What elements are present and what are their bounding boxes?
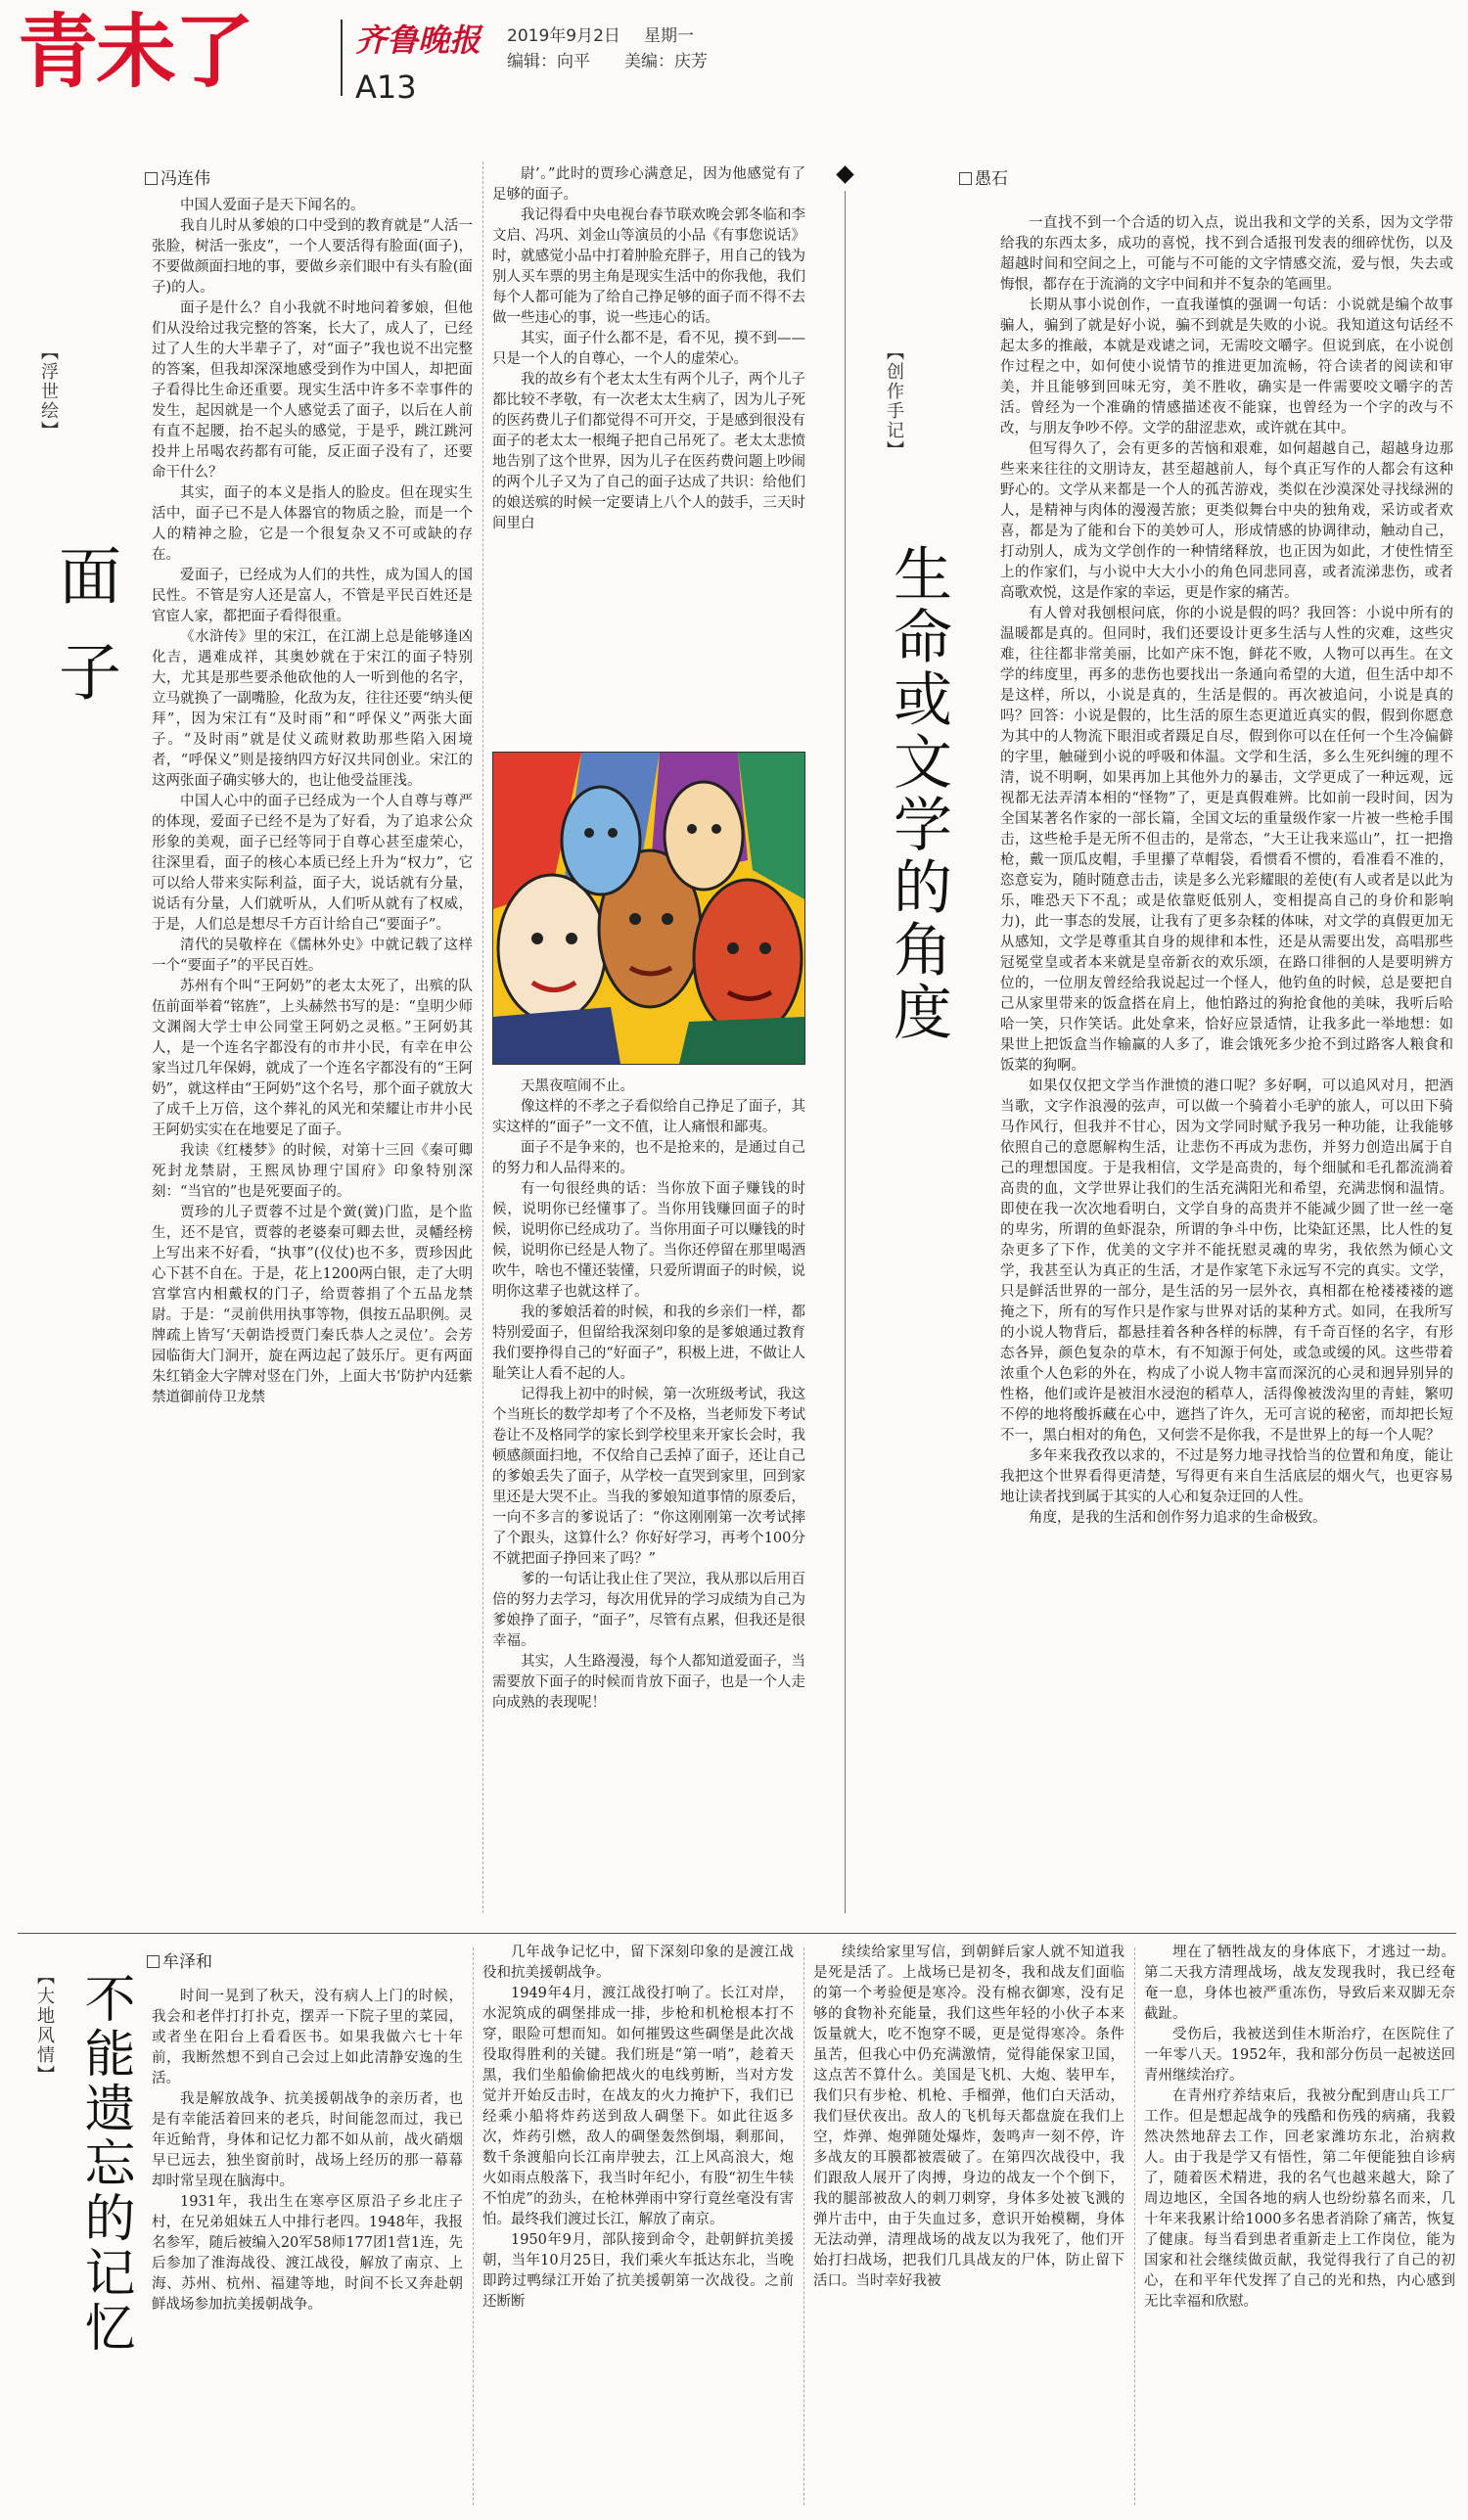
section-tag-dadifengqing: 【大地风情】 bbox=[34, 1967, 55, 2085]
column-divider bbox=[803, 1947, 804, 2505]
faces-illustration-art bbox=[493, 753, 804, 1064]
header-editor: 编辑：向平 bbox=[507, 52, 590, 71]
paragraph: 几年战争记忆中，留下深刻印象的是渡江战役和抗美援朝战争。 bbox=[482, 1945, 794, 1981]
paragraph: 角度，是我的生活和创作努力追求的生命极致。 bbox=[1029, 1510, 1327, 1526]
paragraph: 受伤后，我被送到佳木斯治疗，在医院住了一年零八天。1952年，我和部分伤员一起被送回青州继续治疗。 bbox=[1144, 2027, 1455, 2084]
column-divider bbox=[482, 161, 483, 1913]
paragraph: 如果仅仅把文学当作泄愤的港口呢？多好啊，可以追风对月，把酒当歌，文字作浪漫的弦声，可以做一个骑着小毛驴的旅人，可以田下骑马作风行，但我并不甘心，因为文学同时赋予我另一种功能，让我能够依照自己的意愿解构生活，让悲伤不再成为悲伤，并努力创造出属于自己的理想国度。于是我相信，文学是高贵的，每个细腻和毛孔都流淌着高贵的血，文学世界让我们的生活充满阳光和希望，充满悲悯和温情。即使在我一次次地看明白，文学自身的高贵并不能减少圆了世一丝一毫的卑劣，所谓的鱼虾混杂，所谓的争斗中伤，比染缸还黑，比人性的复杂更多了下作，优美的文字并不能抚慰灵魂的卑劣，我依然为倾心文学，我甚至认为真正的生活，才是作家笔下永远写不完的真实。文学，只是鲜活世界的一部分，是生活的另一层外衣，真相都在枪褛褛褛的遮掩之下，所有的写作只是作家与世界对话的某种方式。如同，在我所写的小说人物背后，都悬挂着各种各样的标牌，有千奇百怪的名字，有形态各异，颜色复杂的草木，有不知源于何处，或急或缓的风。这些带着浓重个人色彩的外在，构成了小说人物丰富而深沉的心灵和迥异别异的性格，他们或许是被泪水浸泡的稻草人，活得像被泼沟里的青蛙，繁叨不停的地将酸拆藏在心中，遮挡了许久，无可言说的秘密，而却把长短不一，黑白相对的角色，又何尝不是你我，不是世界上的每一个人呢？ bbox=[1000, 1078, 1453, 1443]
paragraph: 多年来我孜孜以求的，不过是努力地寻找恰当的位置和角度，能让我把这个世界看得更清楚，写得更有来自生活底层的烟火气，也更容易地让读者找到属于其实的人心和复杂迂回的人性。 bbox=[1000, 1448, 1453, 1505]
author-marker bbox=[145, 172, 158, 185]
paragraph: 有一句很经典的话：当你放下面子赚钱的时候，说明你已经懂事了。当你用钱赚回面子的时候，说明你已经成功了。当你用面子可以赚钱的时候，说明你已经是人物了。当你还停留在那里喝酒吹牛，啥也不懂还装懂，只爱所谓面子的时候，说明你这辈子也就这样了。 bbox=[492, 1181, 805, 1300]
paragraph: 一直找不到一个合适的切入点，说出我和文学的关系，因为文学带给我的东西太多，成功的喜悦，找不到合适报刊发表的细碎忧伤，以及超越时间和空间之上，可能与不可能的文字情感交流，爱与恨，失去或悔恨，都存在于流淌的文字中间和并不复杂的笔画里。 bbox=[1000, 215, 1453, 293]
article2-body bbox=[1000, 213, 1453, 1911]
paragraph: 我自儿时从爹娘的口中受到的教育就是“人活一张脸，树活一张皮”，一个人要活得有脸面(面子)，不要做颜面扫地的事，要做乡亲们眼中有头有脸(面子)的人。 bbox=[152, 218, 473, 296]
paragraph: 尉’。”此时的贾珍心满意足，因为他感觉有了足够的面子。 bbox=[492, 166, 805, 203]
paragraph: 中国人爱面子是天下闻名的。 bbox=[180, 198, 365, 213]
header-weekday: 星期一 bbox=[644, 26, 694, 46]
article3-author bbox=[147, 1947, 212, 1972]
paragraph: 苏州有个叫“王阿奶”的老太太死了，出殡的队伍前面举着“铭旌”，上头赫然书写的是：“皇明少师文渊阁大学士申公同堂王阿奶之灵柩。”王阿奶其人，是一个连名字都没有的市井小民，有幸在申公家当过几年保姆，就成了一个连名字都没有的“王阿奶”，就这样由“王阿奶”这个名号，那个面子就放大了成千上万倍，这个葬礼的风光和荣耀让市井小民王阿奶实实在在地要足了面子。 bbox=[152, 979, 473, 1138]
section-tag-fushihui: 【浮世绘】 bbox=[38, 343, 59, 440]
article1-column1 bbox=[152, 196, 473, 1903]
paragraph: 续续给家里写信，到朝鲜后家人就不知道我是死是活了。上战场已是初冬，我和战友们面临的第一个考验便是寒冷。没有棉衣御寒，没有足够的食物补充能量，我们这些年轻的小伙子本来饭量就大，吃不饱穿不暖，更是觉得寒冷。条件虽苦，但我心中仍充满激情，觉得能保家卫国，这点苦不算什么。美国是飞机、大炮、装甲车，我们只有步枪、机枪、手榴弹，他们白天活动，我们昼伏夜出。敌人的飞机每天都盘旋在我们上空，炸弹、炮弹随处爆炸，轰鸣声一刻不停，许多战友的耳膜都被震破了。在第四次战役中，我们跟敌人展开了肉搏，身边的战友一个个倒下，我的腿部被敌人的刺刀刺穿，身体多处被飞溅的弹片击中，由于失血过多，意识开始模糊，身体无法动弹，清理战场的战友以为我死了，他们开始打扫战场，把我们几具战友的尸体，防止留下活口。当时幸好我被 bbox=[813, 1945, 1124, 2289]
paragraph: 我记得看中央电视台春节联欢晚会郭冬临和李文启、冯巩、刘金山等演员的小品《有事您说话》时，就感觉小品中打着肿脸充胖子，用自己的钱为别人买车票的男主角是现实生活中的你我他，我们每个人都可能为了给自己挣足够的面子而不得不去做一些违心的事，说一些违心的话。 bbox=[492, 207, 805, 326]
paragraph: 但写得久了，会有更多的苦恼和艰难，如何超越自己，超越身边那些来来往往的文朋诗友，甚至超越前人，每个真正写作的人都会有这种野心的。文学从来都是一个人的孤苦游戏，类似在沙漠深处寻找绿洲的人，是精神与肉体的漫漫苦旅；更类似舞台中央的独角戏，采访或者欢喜，都是为了能和台下的美妙可人，形成情感的协调律动，触动自己，打动别人，成为文学创作的一种情绪释放，也正因为如此，才使性情至上的作家们，与小说中大大小小的角色同悲同喜，或者流涕悲伤，或者高歌欢悦，这是作家的幸运，更是作家的痛苦。 bbox=[1000, 441, 1453, 601]
paragraph: 1950年9月，部队接到命令，赴朝鲜抗美援朝，当年10月25日，我们乘火车抵达东北，当晚即跨过鸭绿江开始了抗美援朝第一次战役。之前还断断 bbox=[482, 2232, 794, 2310]
paragraph: 面子是什么？自小我就不时地问着爹娘，但他们从没给过我完整的答案，长大了，成人了，已经过了人生的大半辈子了，对“面子”我也说不出完整的答案，但我却深深地感受到作为中国人，却把面子看得比生命还重要。现实生活中许多不幸事件的发生，起因就是一个人感觉丢了面子，以后在人前有直不起腰，抬不起头的感觉，于是乎，跳江跳河投井上吊喝农药都有可能，反正面子没有了，还要命干什么？ bbox=[152, 300, 473, 481]
diamond-ornament bbox=[836, 165, 853, 183]
paragraph: 《水浒传》里的宋江，在江湖上总是能够逢凶化吉，遇难成祥，其奥妙就在于宋江的面子特别大，尤其是那些要杀他砍他的人一听到他的名字，立马就换了一副嘴脸，化敌为友，往往还要“纳头便拜”，因为宋江有“及时雨”和“呼保义”两张大面子。“及时雨”就是仗义疏财救助那些陷入困境者，“呼保义”则是接纳四方好汉共同创业。宋江的这两张面子确实够大的，也让他受益匪浅。 bbox=[152, 629, 473, 789]
paragraph: 爹的一句话让我止住了哭泣，我从那以后用百倍的努力去学习，每次用优异的学习成绩为自己为爹娘挣了面子，“面子”，尽管有点累，但我还是很幸福。 bbox=[492, 1572, 805, 1649]
article2-author bbox=[959, 164, 1008, 189]
paragraph: 1949年4月，渡江战役打响了。长江对岸，水泥筑成的碉堡排成一排，步枪和机枪根本打不穿，眼险可想而知。如何摧毁这些碉堡是此次战役取得胜利的关键。我们班是“第一哨”，趁着天黑，我们坐船偷偷把战火的电线剪断，当对方发觉并开始反击时，在战友的火力掩护下，我们已经乘小船将炸药送到敌人碉堡下。如此往返多次，炸药引燃，敌人的碉堡轰然倒塌，剩那间，数千条渡船向长江南岸驶去，江上风高浪大，炮火如雨点般落下，我当时年纪小，有股“初生牛犊不怕虎”的劲头，在枪林弹雨中穿行竟丝毫没有害怕。最终我们渡过长江，解放了南京。 bbox=[482, 1986, 794, 2227]
article1-column2-bottom bbox=[492, 1077, 805, 1913]
masthead bbox=[18, 8, 1466, 106]
header-designer: 美编：庆芳 bbox=[624, 52, 708, 71]
paragraph: 清代的吴敬梓在《儒林外史》中就记载了这样一个“要面子”的平民百姓。 bbox=[152, 938, 473, 974]
paper-name-logo: 齐鲁晚报 bbox=[355, 22, 482, 59]
paragraph: 埋在了牺牲战友的身体底下，才逃过一劫。第二天我方清理战场，战友发现我时，我已经奄奄一息，身体也被严重冻伤，导致后来双脚无奈截趾。 bbox=[1144, 1945, 1455, 2022]
header-divider bbox=[341, 20, 343, 96]
paragraph: 像这样的不孝之子看似给自己挣足了面子，其实这样的“面子”一文不值，让人痛恨和鄙夷。 bbox=[492, 1099, 805, 1135]
article3-title: 不能遗忘的记忆 bbox=[75, 1972, 134, 2356]
paragraph: 时间一晃到了秋天，没有病人上门的时候，我会和老伴打打扑克，摆弄一下院子里的菜园，或者坐在阳台上看看医书。如果我做六七十年前，我断然想不到自己会过上如此清静安逸的生活。 bbox=[152, 1989, 463, 2086]
paragraph: 记得我上初中的时候，第一次班级考试，我这个当班长的数学却考了个不及格，当老师发下考试卷让不及格同学的家长到学校里来开家长会时，我顿感颜面扫地，不仅给自己丢掉了面子，还让自己的爹娘丢失了面子，从学校一直哭到家里，回到家里还是大哭不止。当我的爹娘知道事情的原委后，一向不多言的爹说话了：“你这刚刚第一次考试摔了个跟头，这算什么？你好好学习，再考个100分不就把面子挣回来了吗？” bbox=[492, 1387, 805, 1567]
article2-title: 生命或文学的角度 bbox=[884, 543, 952, 1044]
author-marker bbox=[147, 1955, 160, 1968]
paragraph: 爱面子，已经成为人们的共性，成为国人的国民性。不管是穷人还是富人，不管是平民百姓还是官宦人家，都把面子看得很重。 bbox=[152, 568, 473, 624]
header-date: 2019年9月2日 bbox=[507, 26, 620, 46]
paragraph: 长期从事小说创作，一直我谨慎的强调一句话：小说就是编个故事骗人，骗到了就是好小说，骗不到就是失败的小说。我知道这句话经不起太多的推敲，本就是戏谑之词，无需咬文嚼字。但说到底，在小说创作过程之中，如何使小说情节的推进更加流畅，符合读者的阅读和审美，并且能够到回味无穷，美不胜收，确实是一件需要咬文嚼字的苦活。曾经为一个准确的情感描述夜不能寐，也曾经为一个字的改与不改，与朋友争吵不停。文学的甜涩悲欢，或许就在其中。 bbox=[1000, 298, 1453, 436]
paragraph: 贾珍的儿子贾蓉不过是个黉(黉)门监，是个监生，还不是官，贾蓉的老婆秦可卿去世，灵幡经榜上写出来不好看，“执事”(仪仗)也不多，贾珍因此心下甚不自在。于是，花上1200两白银，走了大明宫掌宫内相戴权的门子，给贾蓉捐了个五品龙禁尉。于是：“灵前供用执事等物，俱按五品职例。灵牌疏上皆写‘天朝诰授贾门秦氏恭人之灵位’。会芳园临街大门洞开，旋在两边起了鼓乐厅。更有两面朱红销金大字牌对竖在门外，上面大书‘防护内廷紫禁道御前侍卫龙禁 bbox=[152, 1205, 473, 1405]
article1-author bbox=[145, 164, 210, 189]
article1-author-name: 冯连伟 bbox=[161, 169, 210, 189]
paragraph: 在青州疗养结束后，我被分配到唐山兵工厂工作。但是想起战争的残酷和伤残的病痛，我毅然决然地辞去工作，回老家潍坊东北，治病救人。由于我是学又有悟性，第二年便能独自诊病了，随着医术精进，我的名气也越来越大，除了周边地区，全国各地的病人也纷纷慕名而来，几十年来我累计给1000多名患者消除了痛苦，恢复了健康。每当看到患者重新走上工作岗位，能为国家和社会继续做贡献，我觉得我行了自己的初心，在和平年代发挥了自己的光和热，内心感到无比幸福和欣慰。 bbox=[1144, 2088, 1455, 2310]
author-marker bbox=[959, 172, 972, 185]
paragraph: 其实，人生路漫漫，每个人都知道爱面子，当需要放下面子的时候而肯放下面子，也是一个人走向成熟的表现呢！ bbox=[492, 1654, 805, 1711]
article-divider bbox=[845, 191, 846, 1913]
paragraph: 其实，面子什么都不是，看不见，摸不到——只是一个人的自尊心，一个人的虚荣心。 bbox=[492, 331, 805, 367]
section-tag-chuangzuo: 【创作手记】 bbox=[884, 343, 904, 460]
paragraph: 天黑夜喧闹不止。 bbox=[521, 1078, 634, 1094]
section-divider bbox=[18, 1933, 1456, 1934]
article3-column2 bbox=[482, 1943, 794, 2505]
article3-column4 bbox=[1144, 1943, 1455, 2505]
paragraph: 我读《红楼梦》的时候，对第十三回《秦可卿死封龙禁尉，王熙凤协理宁国府》印象特别深刻：“当官的”也是死要面子的。 bbox=[152, 1143, 473, 1200]
article3-column1 bbox=[152, 1987, 463, 2505]
article2-author-name: 愚石 bbox=[975, 169, 1008, 189]
faces-illustration bbox=[492, 752, 805, 1065]
paragraph: 中国人心中的面子已经成为一个人自尊与尊严的体现，爱面子已经不是为了好看，为了追求公众形象的美观，面子已经等同于自尊心甚至虚荣心，往深里看，面子的核心本质已经上升为“权力”，它可以给人带来实际利益，面子大，说话就有分量，说话有分量，人们就听从，人们听从就有了权威，于是，人们总是想尽千方百计给自己“要面子”。 bbox=[152, 794, 473, 933]
paragraph: 有人曾对我刨根问底，你的小说是假的吗？我回答：小说中所有的温暖都是真的。但同时，我们还要设计更多生活与人性的灾难，这些灾难，往往都非常美丽，比如产床不饱，鲜花不败，人物可以再生。在文学的纬度里，再多的悲伤也要找出一条通向希望的大道，但生活中却不是这样，所以，小说是真的，生活是假的。再次被追问，小说是真的吗？回答：小说是假的，比生活的原生态更道近真实的假，假到你愿意为其中的人物流下眼泪或者蹑足自尽，假到你可以在任何一个生冷偏僻的字里，触碰到小说的呼吸和体温。文学和生活，多么生死纠缠的理不清，说不明啊，如果再加上其他外力的暴击，文学更成了一种远观，远视都无法弄清本相的“怪物”了，更是真假难辨。比如前一段时间，因为全国某著名作家的一部长篇，全国文坛的重量级作家一片被一些枪手围击，这些枪手是无所不但击的，是常态，“大王让我来巡山”，扛一把撸枪，戴一顶瓜皮帽，手里攥了草帽袋，看惯看不惯的，看准看不准的，恣意妄为，随时随意击击，读是多么光彩耀眼的差使(有人或者是以此为乐，唯恐天下不乱；或是依靠贬低别人，变相提高自己的身价和影响力)，此一事态的发展，让我有了更多杂糅的体味，对文学的真假更加无从感知，文学是尊重其自身的规律和本性，还是从需要出发，高唱那些冠冕堂皇或者本来就是皇帝新衣的欢乐颂，在路口徘徊的人是要明辨方位的，一位朋友曾经给我说起过一个怪人，他钓鱼的时候，总是要把自己从家里带来的饭盒搭在肩上，他怕路过的狗抢食他的美味，我听后哈哈一笑，只作笑话。此处拿来，恰好应景适情，让我多此一举地想：如果世上把饭盒当作输赢的人多了，谁会饿死多少抢不到过路客人粮食和饭菜的狗啊。 bbox=[1000, 606, 1453, 1074]
column-name: 青未了 bbox=[18, 6, 253, 99]
paragraph: 1931年，我出生在寒亭区原沿子乡北庄子村，在兄弟姐妹五人中排行老四。1948年，我报名参军，随后被编入20军58师177团1营1连，先后参加了淮海战役、渡江战役，解放了南京、上海、苏州、杭州、福建等地，时间不长又奔赴朝鲜战场参加抗美援朝战争。 bbox=[152, 2194, 463, 2313]
paragraph: 我的故乡有个老太太生有两个儿子，两个儿子都比较不孝敬，有一次老太太生病了，因为儿子死的医药费儿子们都觉得不可开交，于是感到很没有面子的老太太一根绳子把自己吊死了。老太太悲愤地告别了这个世界，因为儿子在医药费问题上吵闹的两个儿子又为了自己的面子达成了共识：给他们的娘送殡的时候一定要请上八个人的鼓手，三天时间里白 bbox=[492, 372, 805, 531]
paragraph: 面子不是争来的，也不是抢来的，是通过自己的努力和人品得来的。 bbox=[492, 1140, 805, 1176]
article1-column2-top bbox=[492, 164, 805, 727]
paragraph: 我的爹娘活着的时候，和我的乡亲们一样，都特别爱面子，但留给我深刻印象的是爹娘通过教育我们要挣得自己的“好面子”，积极上进，不做让人耻笑让人看不起的人。 bbox=[492, 1305, 805, 1382]
paragraph: 我是解放战争、抗美援朝战争的亲历者，也是有幸能活着回来的老兵，时间能忽而过，我已年近鲐背，身体和记忆力都不如从前，战火硝烟早已远去，独坐窗前时，战场上经历的那一幕幕却时常呈现在脑海中。 bbox=[152, 2091, 463, 2189]
page-number: A13 bbox=[355, 69, 417, 106]
column-divider bbox=[473, 1947, 474, 2505]
article1-title: 面子 bbox=[48, 543, 120, 735]
article3-author-name: 牟泽和 bbox=[162, 1952, 212, 1972]
column-divider bbox=[1134, 1947, 1135, 2505]
paragraph: 其实，面子的本义是指人的脸皮。但在现实生活中，面子已不是人体器官的物质之脸，而是一个人的精神之脸，它是一个很复杂又不可或缺的存在。 bbox=[152, 485, 473, 563]
article3-column3 bbox=[813, 1943, 1124, 2505]
